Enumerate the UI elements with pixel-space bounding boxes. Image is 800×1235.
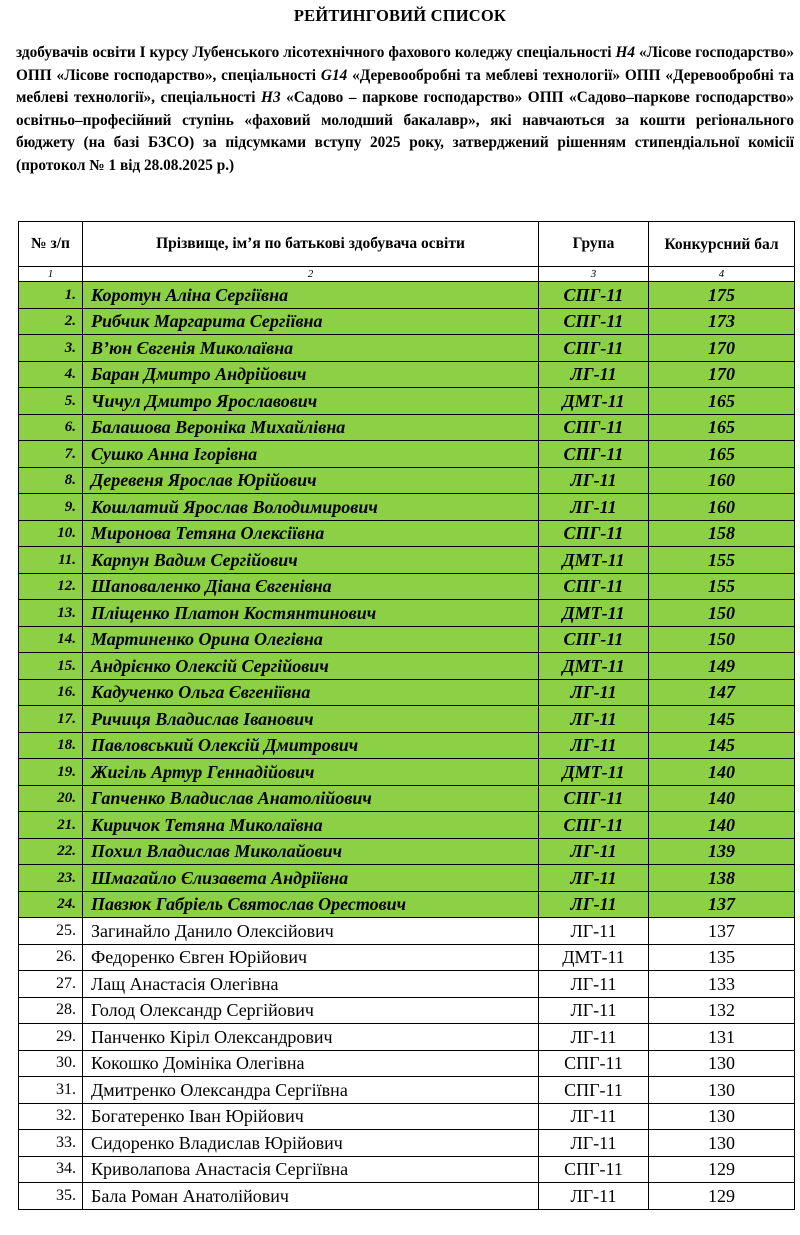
student-name: Сидоренко Владислав Юрійович bbox=[83, 1130, 539, 1157]
row-number: 17. bbox=[19, 706, 83, 733]
student-name: Пліщенко Платон Костянтинович bbox=[83, 600, 539, 627]
competitive-score: 165 bbox=[649, 441, 795, 468]
student-name: Павловський Олексій Дмитрович bbox=[83, 732, 539, 759]
group-code: СПГ-11 bbox=[539, 335, 649, 362]
group-code: СПГ-11 bbox=[539, 1050, 649, 1077]
table-row bbox=[19, 865, 795, 892]
competitive-score: 147 bbox=[649, 679, 795, 706]
student-name: Мартиненко Орина Олегівна bbox=[83, 626, 539, 653]
row-number: 14. bbox=[19, 626, 83, 653]
specialty-code: H3 bbox=[261, 89, 281, 106]
student-name: Шаповаленко Діана Євгенівна bbox=[83, 573, 539, 600]
table-row bbox=[19, 1130, 795, 1157]
group-code: СПГ-11 bbox=[539, 573, 649, 600]
student-name: Балашова Вероніка Михайлівна bbox=[83, 414, 539, 441]
group-code: ДМТ-11 bbox=[539, 653, 649, 680]
header-num: № з/п bbox=[19, 222, 83, 267]
student-name: Похил Владислав Миколайович bbox=[83, 838, 539, 865]
group-code: СПГ-11 bbox=[539, 414, 649, 441]
competitive-score: 150 bbox=[649, 626, 795, 653]
row-number: 34. bbox=[19, 1156, 83, 1183]
student-name: Панченко Кіріл Олександрович bbox=[83, 1024, 539, 1051]
student-name: Карпун Вадим Сергійович bbox=[83, 547, 539, 574]
column-number: 3 bbox=[539, 267, 649, 282]
table-row bbox=[19, 653, 795, 680]
table-row bbox=[19, 547, 795, 574]
row-number: 7. bbox=[19, 441, 83, 468]
student-name: Деревеня Ярослав Юрійович bbox=[83, 467, 539, 494]
competitive-score: 165 bbox=[649, 388, 795, 415]
student-name: Чичул Дмитро Ярославович bbox=[83, 388, 539, 415]
student-name: Шмагайло Єлизавета Андріївна bbox=[83, 865, 539, 892]
competitive-score: 173 bbox=[649, 308, 795, 335]
table-row bbox=[19, 759, 795, 786]
student-name: Андрієнко Олексій Сергійович bbox=[83, 653, 539, 680]
competitive-score: 145 bbox=[649, 732, 795, 759]
competitive-score: 130 bbox=[649, 1050, 795, 1077]
student-name: Дмитренко Олександра Сергіївна bbox=[83, 1077, 539, 1104]
row-number: 20. bbox=[19, 785, 83, 812]
group-code: СПГ-11 bbox=[539, 520, 649, 547]
competitive-score: 133 bbox=[649, 971, 795, 998]
group-code: ДМТ-11 bbox=[539, 600, 649, 627]
row-number: 19. bbox=[19, 759, 83, 786]
table-row bbox=[19, 679, 795, 706]
competitive-score: 150 bbox=[649, 600, 795, 627]
competitive-score: 175 bbox=[649, 282, 795, 309]
row-number: 31. bbox=[19, 1077, 83, 1104]
group-code: СПГ-11 bbox=[539, 812, 649, 839]
row-number: 22. bbox=[19, 838, 83, 865]
column-number: 4 bbox=[649, 267, 795, 282]
student-name: Жигіль Артур Геннадійович bbox=[83, 759, 539, 786]
competitive-score: 158 bbox=[649, 520, 795, 547]
column-number: 2 bbox=[83, 267, 539, 282]
table-row bbox=[19, 441, 795, 468]
competitive-score: 130 bbox=[649, 1077, 795, 1104]
group-code: ЛГ-11 bbox=[539, 1103, 649, 1130]
competitive-score: 160 bbox=[649, 494, 795, 521]
table-row bbox=[19, 971, 795, 998]
row-number: 1. bbox=[19, 282, 83, 309]
competitive-score: 140 bbox=[649, 812, 795, 839]
row-number: 32. bbox=[19, 1103, 83, 1130]
table-header-row bbox=[19, 222, 795, 267]
competitive-score: 129 bbox=[649, 1183, 795, 1210]
row-number: 9. bbox=[19, 494, 83, 521]
competitive-score: 138 bbox=[649, 865, 795, 892]
student-name: Баран Дмитро Андрійович bbox=[83, 361, 539, 388]
table-row bbox=[19, 918, 795, 945]
row-number: 11. bbox=[19, 547, 83, 574]
group-code: СПГ-11 bbox=[539, 1156, 649, 1183]
row-number: 16. bbox=[19, 679, 83, 706]
row-number: 30. bbox=[19, 1050, 83, 1077]
student-name: Криволапова Анастасія Сергіївна bbox=[83, 1156, 539, 1183]
group-code: ЛГ-11 bbox=[539, 865, 649, 892]
student-name: Голод Олександр Сергійович bbox=[83, 997, 539, 1024]
table-row bbox=[19, 626, 795, 653]
header-score: Конкурсний бал bbox=[649, 222, 795, 267]
document-title: РЕЙТИНГОВИЙ СПИСОК bbox=[293, 6, 507, 25]
student-name: Сушко Анна Ігорівна bbox=[83, 441, 539, 468]
row-number: 18. bbox=[19, 732, 83, 759]
row-number: 23. bbox=[19, 865, 83, 892]
row-number: 8. bbox=[19, 467, 83, 494]
header-name: Прізвище, ім’я по батькові здобувача освіти bbox=[83, 222, 539, 267]
row-number: 3. bbox=[19, 335, 83, 362]
competitive-score: 130 bbox=[649, 1130, 795, 1157]
competitive-score: 170 bbox=[649, 335, 795, 362]
competitive-score: 132 bbox=[649, 997, 795, 1024]
table-row bbox=[19, 812, 795, 839]
group-code: ДМТ-11 bbox=[539, 547, 649, 574]
group-code: ДМТ-11 bbox=[539, 759, 649, 786]
table-row bbox=[19, 1024, 795, 1051]
group-code: ЛГ-11 bbox=[539, 706, 649, 733]
group-code: ЛГ-11 bbox=[539, 361, 649, 388]
group-code: ЛГ-11 bbox=[539, 918, 649, 945]
group-code: СПГ-11 bbox=[539, 441, 649, 468]
table-row bbox=[19, 1103, 795, 1130]
student-name: Миронова Тетяна Олексіївна bbox=[83, 520, 539, 547]
competitive-score: 149 bbox=[649, 653, 795, 680]
student-name: Загинайло Данило Олексійович bbox=[83, 918, 539, 945]
competitive-score: 137 bbox=[649, 891, 795, 918]
intro-text: «Деревообробні та меблеві технології» ОПП «Деревообробні та меблеві технології», спеціальності bbox=[16, 66, 794, 106]
competitive-score: 160 bbox=[649, 467, 795, 494]
student-name: В’юн Євгенія Миколаївна bbox=[83, 335, 539, 362]
student-name: Кошлатий Ярослав Володимирович bbox=[83, 494, 539, 521]
row-number: 33. bbox=[19, 1130, 83, 1157]
group-code: ЛГ-11 bbox=[539, 1024, 649, 1051]
competitive-score: 130 bbox=[649, 1103, 795, 1130]
specialty-code: G14 bbox=[320, 66, 348, 84]
row-number: 15. bbox=[19, 653, 83, 680]
competitive-score: 131 bbox=[649, 1024, 795, 1051]
header-group: Група bbox=[539, 222, 649, 267]
table-row bbox=[19, 467, 795, 494]
group-code: ЛГ-11 bbox=[539, 679, 649, 706]
row-number: 35. bbox=[19, 1183, 83, 1210]
student-name: Ричиця Владислав Іванович bbox=[83, 706, 539, 733]
group-code: ЛГ-11 bbox=[539, 891, 649, 918]
row-number: 29. bbox=[19, 1024, 83, 1051]
table-row bbox=[19, 1050, 795, 1077]
table-row bbox=[19, 732, 795, 759]
competitive-score: 135 bbox=[649, 944, 795, 971]
group-code: ЛГ-11 bbox=[539, 467, 649, 494]
competitive-score: 170 bbox=[649, 361, 795, 388]
student-name: Бала Роман Анатолійович bbox=[83, 1183, 539, 1210]
row-number: 27. bbox=[19, 971, 83, 998]
table-row bbox=[19, 414, 795, 441]
table-row bbox=[19, 706, 795, 733]
row-number: 5. bbox=[19, 388, 83, 415]
competitive-score: 129 bbox=[649, 1156, 795, 1183]
table-row bbox=[19, 520, 795, 547]
group-code: СПГ-11 bbox=[539, 308, 649, 335]
student-name: Рибчик Маргарита Сергіївна bbox=[83, 308, 539, 335]
row-number: 21. bbox=[19, 812, 83, 839]
competitive-score: 145 bbox=[649, 706, 795, 733]
group-code: ЛГ-11 bbox=[539, 997, 649, 1024]
student-name: Гапченко Владислав Анатолійович bbox=[83, 785, 539, 812]
group-code: ЛГ-11 bbox=[539, 494, 649, 521]
student-name: Коротун Аліна Сергіївна bbox=[83, 282, 539, 309]
student-name: Богатеренко Іван Юрійович bbox=[83, 1103, 539, 1130]
specialty-code: H4 bbox=[615, 44, 635, 61]
table-row bbox=[19, 308, 795, 335]
intro-text: «Садово – паркове господарство» ОПП «Садово–паркове господарство» освітньо–професійний ступінь «фаховий молодший бакалавр», які навчаються за кошти регіонального бюджету (на базі БЗСО) за підсумками вступу 2025 року, затверджений рішенням стипендіальної комісії (протокол № 1 від 28.08.2025 р.) bbox=[16, 89, 794, 174]
table-row bbox=[19, 944, 795, 971]
document-intro bbox=[16, 42, 794, 177]
group-code: СПГ-11 bbox=[539, 626, 649, 653]
table-row bbox=[19, 335, 795, 362]
competitive-score: 165 bbox=[649, 414, 795, 441]
table-row bbox=[19, 1183, 795, 1210]
table-row bbox=[19, 1077, 795, 1104]
table-row bbox=[19, 388, 795, 415]
table-row bbox=[19, 1156, 795, 1183]
row-number: 12. bbox=[19, 573, 83, 600]
competitive-score: 155 bbox=[649, 547, 795, 574]
row-number: 6. bbox=[19, 414, 83, 441]
table-row bbox=[19, 573, 795, 600]
group-code: СПГ-11 bbox=[539, 1077, 649, 1104]
table-row bbox=[19, 997, 795, 1024]
group-code: СПГ-11 bbox=[539, 785, 649, 812]
group-code: ЛГ-11 bbox=[539, 1183, 649, 1210]
student-name: Федоренко Євген Юрійович bbox=[83, 944, 539, 971]
competitive-score: 140 bbox=[649, 759, 795, 786]
table-row bbox=[19, 785, 795, 812]
table-row bbox=[19, 838, 795, 865]
competitive-score: 139 bbox=[649, 838, 795, 865]
table-row bbox=[19, 600, 795, 627]
row-number: 13. bbox=[19, 600, 83, 627]
rating-table bbox=[18, 221, 795, 1210]
row-number: 10. bbox=[19, 520, 83, 547]
row-number: 4. bbox=[19, 361, 83, 388]
table-row bbox=[19, 494, 795, 521]
intro-text: «Лісове господарство» ОПП «Лісове господарство», спеціальності bbox=[16, 44, 794, 84]
row-number: 24. bbox=[19, 891, 83, 918]
row-number: 2. bbox=[19, 308, 83, 335]
table-body bbox=[19, 282, 795, 1210]
column-number-row bbox=[19, 267, 795, 282]
student-name: Лащ Анастасія Олегівна bbox=[83, 971, 539, 998]
table-row bbox=[19, 282, 795, 309]
group-code: ЛГ-11 bbox=[539, 838, 649, 865]
group-code: ДМТ-11 bbox=[539, 944, 649, 971]
student-name: Кокошко Домініка Олегівна bbox=[83, 1050, 539, 1077]
student-name: Кадученко Ольга Євгеніївна bbox=[83, 679, 539, 706]
competitive-score: 155 bbox=[649, 573, 795, 600]
competitive-score: 140 bbox=[649, 785, 795, 812]
group-code: ЛГ-11 bbox=[539, 971, 649, 998]
competitive-score: 137 bbox=[649, 918, 795, 945]
intro-text: здобувачів освіти І курсу Лубенського лісотехнічного фахового коледжу спеціальності bbox=[16, 44, 616, 61]
group-code: ЛГ-11 bbox=[539, 732, 649, 759]
row-number: 26. bbox=[19, 944, 83, 971]
table-row bbox=[19, 891, 795, 918]
group-code: ЛГ-11 bbox=[539, 1130, 649, 1157]
student-name: Киричок Тетяна Миколаївна bbox=[83, 812, 539, 839]
column-number: 1 bbox=[19, 267, 83, 282]
group-code: ДМТ-11 bbox=[539, 388, 649, 415]
row-number: 25. bbox=[19, 918, 83, 945]
row-number: 28. bbox=[19, 997, 83, 1024]
group-code: СПГ-11 bbox=[539, 282, 649, 309]
table-row bbox=[19, 361, 795, 388]
student-name: Павзюк Габріель Святослав Орестович bbox=[83, 891, 539, 918]
